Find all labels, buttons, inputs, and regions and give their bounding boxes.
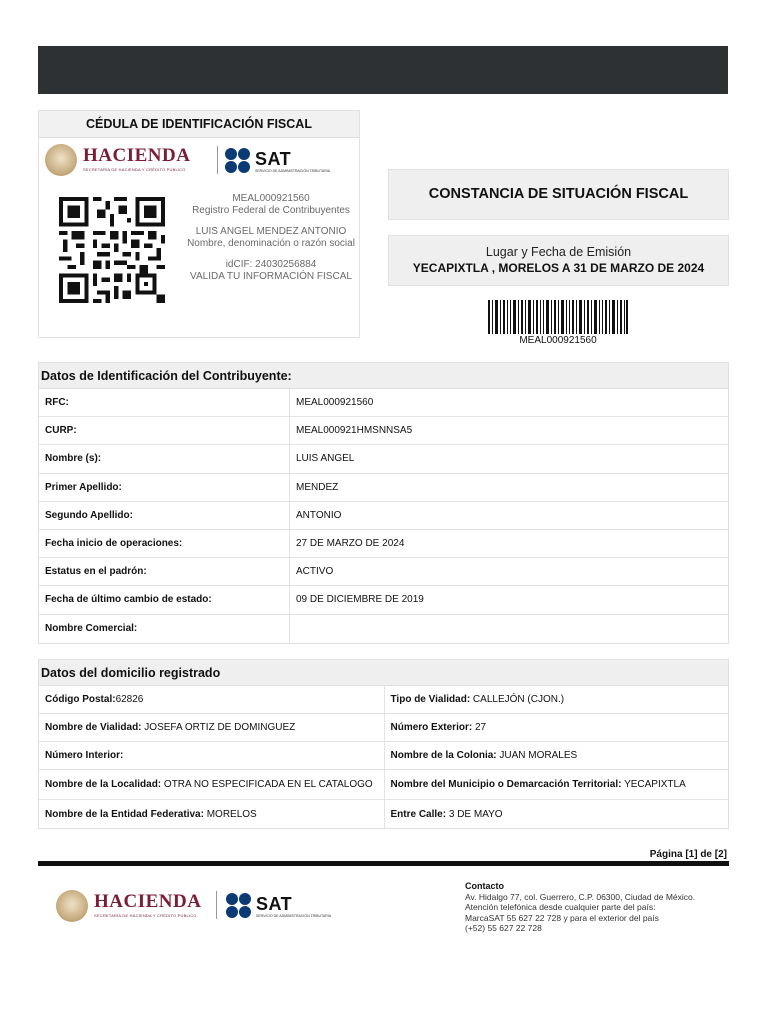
field-value: 62826 (115, 694, 144, 705)
field-value: OTRA NO ESPECIFICADA EN EL CATALOGO (161, 778, 373, 790)
emision-box (388, 235, 729, 286)
sat-subtitle: SERVICIO DE ADMINISTRACIÓN TRIBUTARIA (255, 169, 331, 173)
footer-rule (38, 861, 729, 866)
table-row (39, 800, 728, 828)
field-value: MEAL000921560 (296, 397, 374, 408)
field-label: CURP: (39, 417, 290, 444)
field-value: JOSEFA ORTIZ DE DOMINGUEZ (141, 722, 296, 733)
field-label: Nombre (s): (39, 445, 290, 472)
cedula-info (187, 193, 355, 292)
table-cell (384, 770, 729, 799)
field-value: 27 (472, 722, 487, 733)
table-row (39, 558, 728, 586)
field-value: 3 DE MAYO (446, 808, 503, 820)
table-row (39, 615, 728, 643)
field-label: Nombre de la Entidad Federativa: (45, 808, 204, 820)
field-label: Fecha de último cambio de estado: (39, 586, 290, 613)
field-label: Segundo Apellido: (39, 502, 290, 529)
field-value: LUIS ANGEL (296, 453, 355, 465)
table-row (39, 686, 728, 714)
field-value: CALLEJÓN (CJON.) (470, 694, 565, 705)
contact-line: (+52) 55 627 22 728 (465, 923, 542, 933)
footer-logos (56, 888, 356, 924)
contact-block (465, 881, 735, 934)
field-value: YECAPIXTLA (621, 779, 686, 790)
table-row (39, 445, 728, 473)
logo-divider (217, 146, 218, 174)
table-cell (39, 800, 384, 828)
field-label: Nombre de Vialidad: (45, 722, 142, 733)
header-logos (45, 143, 355, 177)
emision-value: YECAPIXTLA , MORELOS A 31 DE MARZO DE 2024 (412, 261, 705, 275)
table-row (39, 714, 728, 742)
footer-sat-wordmark: SAT (256, 894, 293, 914)
table-cell (384, 800, 729, 828)
domicilio-title: Datos del domicilio registrado (39, 660, 728, 686)
identificacion-title: Datos de Identificación del Contribuyente: (39, 363, 728, 389)
footer-sat-logo (226, 891, 356, 921)
contact-line: Av. Hidalgo 77, col. Guerrero, C.P. 06300, Ciudad de México. (465, 891, 696, 902)
field-label: Número Exterior: (390, 722, 473, 733)
cedula-name-label: Nombre, denominación o razón social (187, 238, 355, 249)
table-row (39, 389, 728, 417)
table-cell (39, 770, 384, 799)
cedula-idcif: idCIF: 24030256884 (225, 259, 317, 270)
contact-title: Contacto (465, 881, 504, 891)
footer-hacienda-wordmark: HACIENDA (94, 891, 202, 912)
table-cell (384, 742, 729, 769)
field-value: MEAL000921HMSNNSA5 (296, 425, 413, 437)
footer-logo-divider (216, 891, 217, 919)
field-label: Nombre Comercial: (39, 615, 290, 643)
field-label: Primer Apellido: (39, 474, 290, 501)
qr-code-icon (59, 195, 165, 305)
sat-wordmark: SAT (255, 149, 292, 169)
field-label: Tipo de Vialidad: (390, 694, 471, 705)
field-value: MENDEZ (296, 481, 339, 493)
table-row (39, 530, 728, 558)
hacienda-wordmark: HACIENDA (83, 145, 191, 166)
field-label: Nombre de la Colonia: (390, 750, 497, 761)
table-row (39, 474, 728, 502)
field-value: 27 DE MARZO DE 2024 (296, 537, 405, 549)
sat-dots-icon (225, 148, 251, 174)
field-value (290, 615, 728, 643)
field-value: MORELOS (203, 808, 257, 820)
cedula-card (38, 110, 360, 338)
page-number: Página [1] de [2] (649, 849, 727, 860)
field-value: ANTONIO (296, 509, 342, 521)
field-value: JUAN MORALES (496, 750, 578, 761)
hacienda-logo (45, 143, 215, 177)
table-row (39, 417, 728, 445)
cedula-valida: VALIDA TU INFORMACIÓN FISCAL (190, 271, 352, 282)
top-banner (38, 46, 728, 94)
table-row (39, 502, 728, 530)
barcode-icon (488, 300, 628, 336)
field-label: Número Interior: (45, 750, 124, 761)
field-label: Nombre de la Localidad: (45, 778, 162, 790)
field-label: RFC: (39, 389, 290, 416)
hacienda-seal-icon (45, 144, 77, 176)
footer-hacienda-subtitle: SECRETARÍA DE HACIENDA Y CRÉDITO PÚBLICO (94, 913, 197, 918)
cedula-name: LUIS ANGEL MENDEZ ANTONIO (195, 226, 347, 237)
table-cell (39, 714, 384, 741)
table-row (39, 770, 728, 800)
cedula-rfc-label: Registro Federal de Contribuyentes (192, 205, 350, 216)
contact-line: MarcaSAT 55 627 22 728 y para el exterior del país (465, 912, 659, 923)
field-label: Estatus en el padrón: (39, 558, 290, 585)
table-row (39, 586, 728, 614)
hacienda-seal-icon (56, 890, 88, 922)
table-row (39, 742, 728, 770)
domicilio-section (38, 659, 729, 829)
table-cell (384, 686, 729, 713)
field-value: ACTIVO (296, 566, 334, 578)
cedula-rfc: MEAL000921560 (232, 193, 310, 204)
identificacion-section (38, 362, 729, 644)
sat-logo (225, 146, 355, 176)
field-label: Código Postal: (45, 694, 116, 705)
table-cell (384, 714, 729, 741)
footer-sat-subtitle: SERVICIO DE ADMINISTRACIÓN TRIBUTARIA (256, 914, 332, 918)
field-value: 09 DE DICIEMBRE DE 2019 (296, 594, 424, 606)
table-cell (39, 742, 384, 769)
emision-label: Lugar y Fecha de Emisión (485, 245, 632, 259)
sat-dots-icon (226, 893, 252, 919)
table-cell (39, 686, 384, 713)
field-label: Nombre del Municipio o Demarcación Territorial: (390, 779, 622, 790)
barcode-text: MEAL000921560 (519, 335, 597, 346)
contact-line: Atención telefónica desde cualquier parte del país: (465, 902, 656, 912)
cedula-title: CÉDULA DE IDENTIFICACIÓN FISCAL (39, 111, 359, 138)
field-label: Entre Calle: (390, 808, 447, 820)
hacienda-subtitle: SECRETARÍA DE HACIENDA Y CRÉDITO PÚBLICO (83, 167, 186, 172)
footer-hacienda-logo (56, 889, 226, 923)
field-label: Fecha inicio de operaciones: (39, 530, 290, 557)
constancia-title: CONSTANCIA DE SITUACIÓN FISCAL (388, 169, 729, 220)
